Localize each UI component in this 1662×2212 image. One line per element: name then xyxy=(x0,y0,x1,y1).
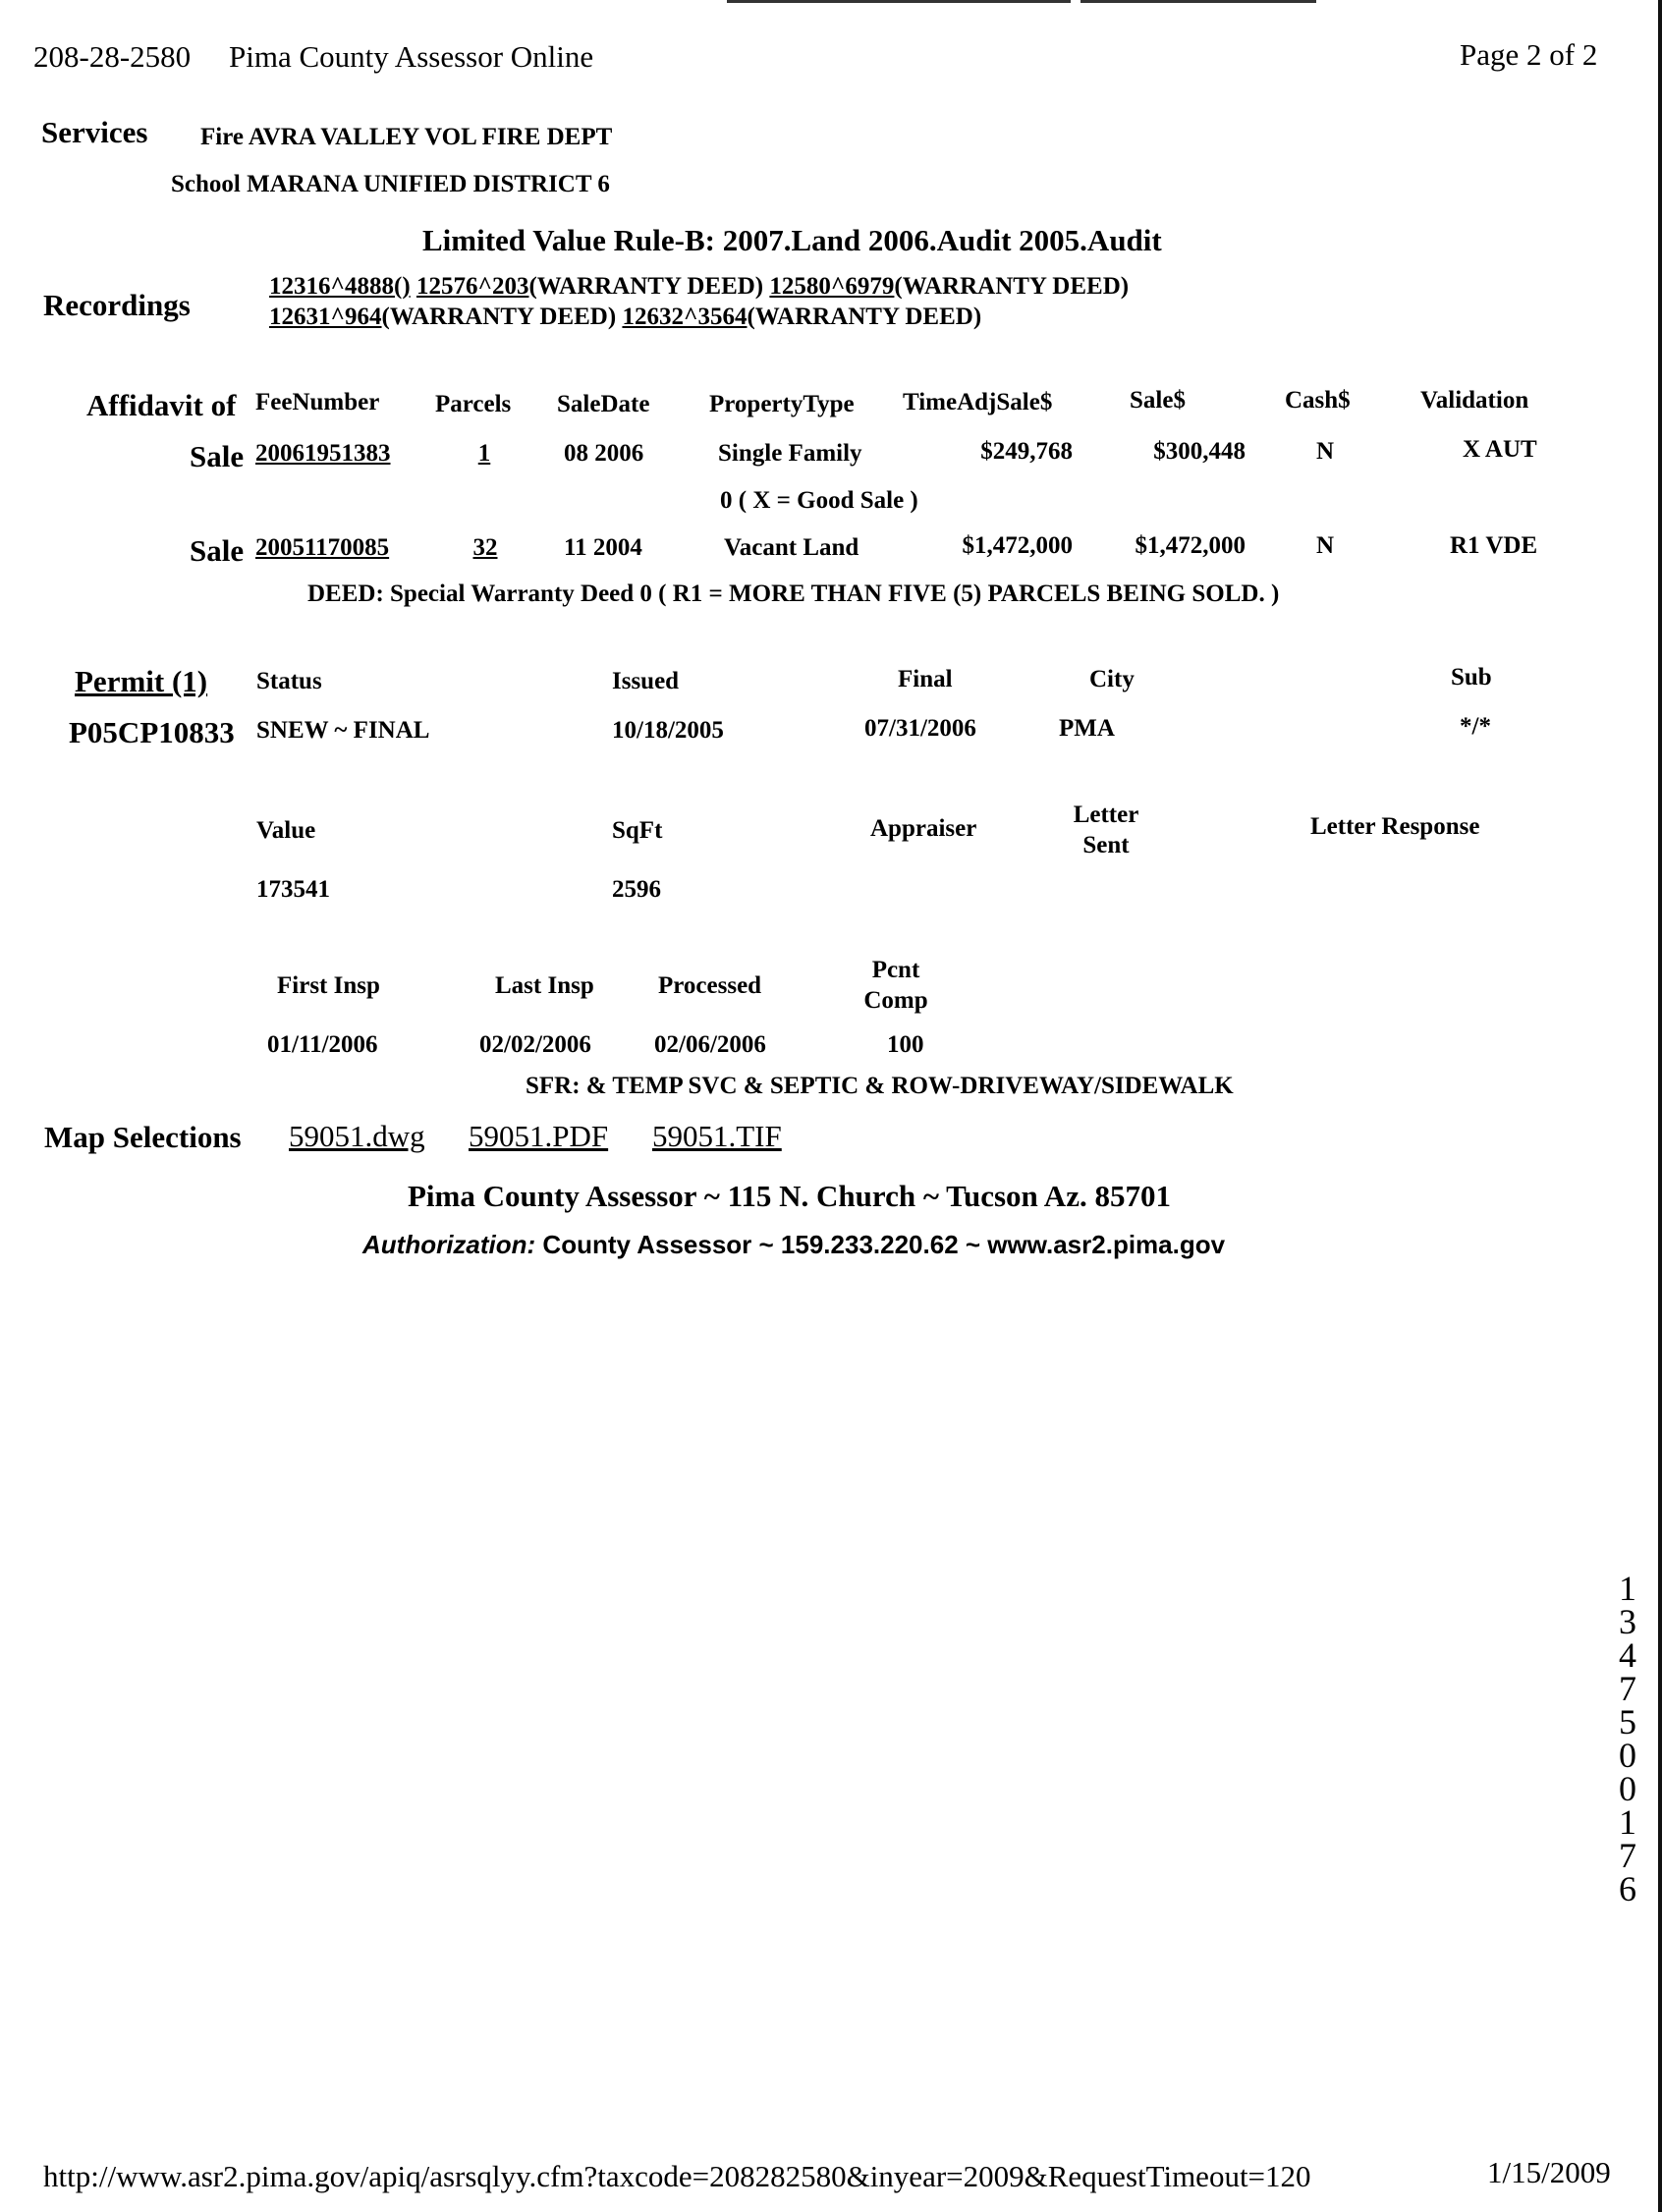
limited-value-rule: Limited Value Rule-B: 2007.Land 2006.Audit 2005.Audit xyxy=(422,223,1162,257)
recording-type: (WARRANTY DEED) xyxy=(528,273,764,300)
sale-date: 11 2004 xyxy=(564,534,642,561)
authorization-label: Authorization: xyxy=(362,1230,536,1259)
col-sqft: SqFt xyxy=(612,817,663,844)
sale-fee-number-link[interactable]: 20061951383 xyxy=(255,440,391,467)
fire-value: AVRA VALLEY VOL FIRE DEPT xyxy=(248,124,613,150)
recording-link[interactable]: 12632^3564 xyxy=(622,304,748,330)
sale-property-type: Single Family xyxy=(718,440,862,467)
sale-parcels-link[interactable]: 1 xyxy=(477,440,491,467)
permit-number: P05CP10833 xyxy=(69,715,235,749)
permit-sqft: 2596 xyxy=(612,876,661,903)
permit-issued: 10/18/2005 xyxy=(612,717,724,744)
col-value: Value xyxy=(256,817,316,844)
col-status: Status xyxy=(256,668,322,694)
col-city: City xyxy=(1089,666,1135,692)
scan-edge-line xyxy=(1080,0,1316,3)
sale-row-label: Sale xyxy=(190,439,245,473)
school-label: School xyxy=(171,171,241,197)
footer-date: 1/15/2009 xyxy=(1487,2155,1611,2189)
sale-cash: N xyxy=(1315,438,1335,465)
sale-parcels-link[interactable]: 32 xyxy=(472,534,498,561)
sale-property-type: Vacant Land xyxy=(724,534,859,561)
col-sale-date: SaleDate xyxy=(557,391,650,417)
sale-cash: N xyxy=(1315,532,1335,559)
recording-link[interactable]: 12576^203 xyxy=(416,273,529,300)
recording-link[interactable]: 12631^964 xyxy=(269,304,382,330)
recordings-line-1 xyxy=(269,273,1129,301)
recording-type: (WARRANTY DEED) xyxy=(894,273,1130,300)
sale-note: DEED: Special Warranty Deed 0 ( R1 = MORE THAN FIVE (5) PARCELS BEING SOLD. ) xyxy=(307,581,1280,607)
col-letter-sent: Letter Sent xyxy=(1073,802,1139,858)
col-letter-response: Letter Response xyxy=(1310,813,1480,840)
scan-edge-bar xyxy=(1658,0,1662,2212)
permit-final: 07/31/2006 xyxy=(864,715,976,742)
parcel-number: 208-28-2580 xyxy=(33,39,192,74)
services-label: Services xyxy=(41,115,148,149)
col-validation: Validation xyxy=(1420,387,1529,414)
assessor-address: Pima County Assessor ~ 115 N. Church ~ Tucson Az. 85701 xyxy=(408,1179,1171,1213)
col-sale: Sale$ xyxy=(1130,387,1186,414)
authorization-value: County Assessor ~ 159.233.220.62 ~ www.asr2.pima.gov xyxy=(542,1230,1226,1259)
sale-validation: X AUT xyxy=(1463,436,1537,463)
fire-label: Fire xyxy=(200,124,244,150)
sale-row-label: Sale xyxy=(190,533,245,568)
permit-last-insp: 02/02/2006 xyxy=(479,1031,591,1058)
recordings-line-2 xyxy=(269,304,981,331)
recording-type: (WARRANTY DEED) xyxy=(747,304,982,330)
col-property-type: PropertyType xyxy=(709,391,855,417)
permit-description: SFR: & TEMP SVC & SEPTIC & ROW-DRIVEWAY/SIDEWALK xyxy=(526,1073,1234,1099)
recordings-label: Recordings xyxy=(43,288,191,322)
map-link-dwg[interactable]: 59051.dwg xyxy=(289,1119,425,1153)
permit-link[interactable]: Permit (1) xyxy=(75,664,208,698)
sale-date: 08 2006 xyxy=(564,440,644,467)
permit-value: 173541 xyxy=(256,876,330,903)
page-label: Page 2 of 2 xyxy=(1460,37,1598,72)
col-appraiser: Appraiser xyxy=(870,815,977,842)
map-link-tif[interactable]: 59051.TIF xyxy=(652,1119,782,1153)
authorization-line xyxy=(362,1230,1225,1260)
sale-amount: $1,472,000 xyxy=(1135,532,1246,559)
sale-time-adj-amount: $1,472,000 xyxy=(962,532,1073,559)
permit-processed: 02/06/2006 xyxy=(654,1031,766,1058)
sale-time-adj-amount: $249,768 xyxy=(980,438,1073,465)
col-cash: Cash$ xyxy=(1285,387,1351,414)
sale-amount: $300,448 xyxy=(1153,438,1246,465)
permit-first-insp: 01/11/2006 xyxy=(267,1031,378,1058)
services-fire xyxy=(200,124,612,151)
col-final: Final xyxy=(898,666,953,692)
col-first-insp: First Insp xyxy=(277,972,380,999)
scan-edge-line xyxy=(727,0,1071,3)
site-title: Pima County Assessor Online xyxy=(229,39,594,74)
sale-fee-number-link[interactable]: 20051170085 xyxy=(255,534,390,561)
sale-validation: R1 VDE xyxy=(1450,532,1538,559)
services-school xyxy=(171,171,610,198)
col-fee-number: FeeNumber xyxy=(255,389,380,415)
map-link-pdf[interactable]: 59051.PDF xyxy=(469,1119,609,1153)
recording-type: (WARRANTY DEED) xyxy=(381,304,617,330)
col-last-insp: Last Insp xyxy=(495,972,594,999)
col-issued: Issued xyxy=(612,668,680,694)
permit-status: SNEW ~ FINAL xyxy=(256,717,430,744)
col-pcnt-comp: Pcnt Comp xyxy=(863,957,928,1014)
permit-pcnt-comp: 100 xyxy=(887,1031,924,1058)
col-time-adj-sale: TimeAdjSale$ xyxy=(903,389,1053,415)
col-parcels: Parcels xyxy=(435,391,512,417)
permit-city: PMA xyxy=(1059,715,1115,742)
recording-link[interactable]: 12316^4888() xyxy=(269,273,411,300)
affidavit-label: Affidavit of xyxy=(86,388,237,422)
map-selections-label: Map Selections xyxy=(44,1120,242,1154)
col-sub: Sub xyxy=(1451,664,1492,691)
margin-stamp: 1347500176 xyxy=(1619,1569,1636,1908)
sale-note: 0 ( X = Good Sale ) xyxy=(720,487,918,514)
recording-link[interactable]: 12580^6979 xyxy=(769,273,895,300)
school-value: MARANA UNIFIED DISTRICT 6 xyxy=(247,171,610,197)
col-processed: Processed xyxy=(658,972,762,999)
permit-sub: */* xyxy=(1460,713,1491,740)
footer-url: http://www.asr2.pima.gov/apiq/asrsqlyy.cfm?taxcode=208282580&inyear=2009&RequestTimeout=120 xyxy=(43,2159,1311,2193)
